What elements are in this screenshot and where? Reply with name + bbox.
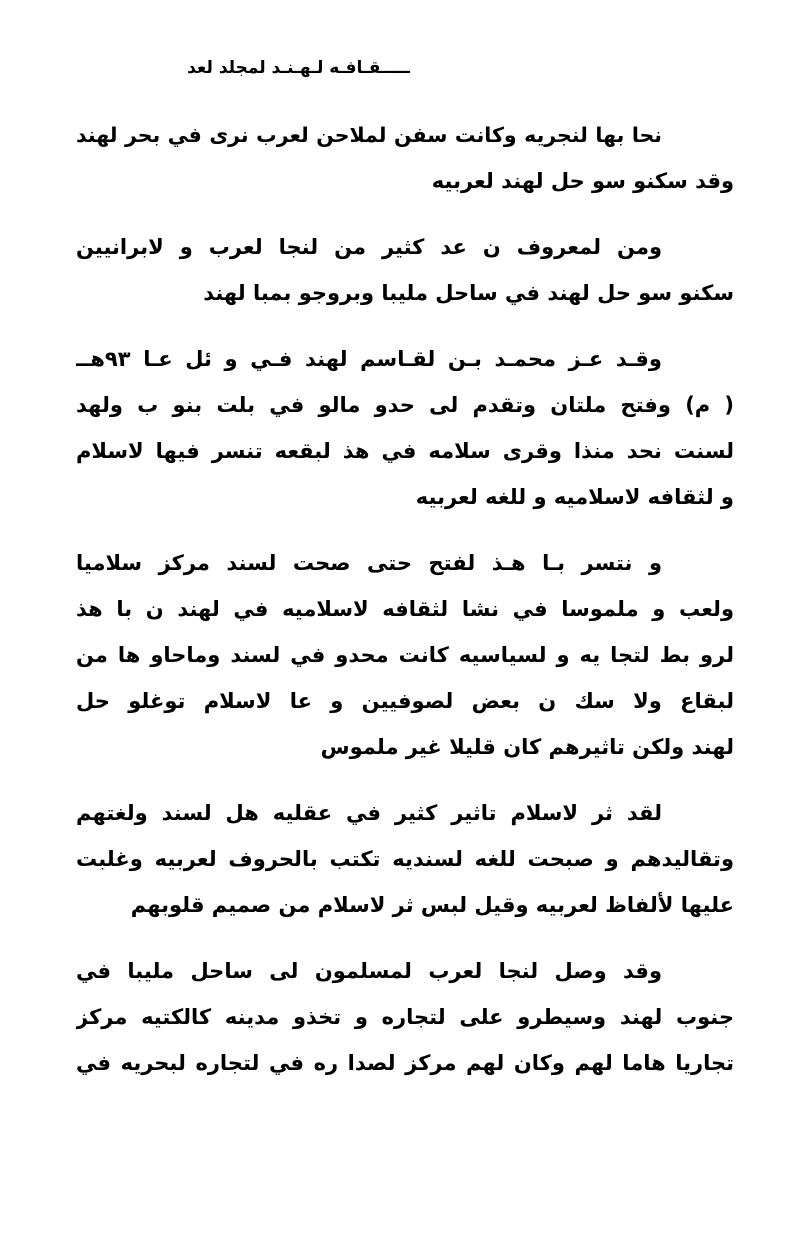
paragraph-6 bbox=[76, 948, 734, 1086]
text-line: و نتسر بـا هـذ لفتح حتى صحت لسند مركز سلاميا bbox=[76, 551, 662, 575]
paragraph-2 bbox=[76, 224, 734, 316]
paragraph-4 bbox=[76, 540, 734, 770]
text-line: وقد سكنو سو حل لهند لعربيه bbox=[431, 169, 734, 193]
text-line: عليها لألفاظ لعربيه وقيل لبس ثر لاسلام من صميم قلوبهم bbox=[130, 893, 734, 917]
paragraph-5 bbox=[76, 790, 734, 928]
text-line: لقد ثر لاسلام تاثير كثير في عقليه هل لسند ولغتهم bbox=[76, 801, 662, 825]
text-line: جنوب لهند وسيطرو على لتجاره و تخذو مدينه كالكتيه مركز bbox=[76, 1005, 734, 1029]
text-line: وقد وصل لنجا لعرب لمسلمون لى ساحل مليبا في bbox=[76, 959, 662, 983]
body-text bbox=[76, 112, 734, 1086]
text-line: لهند ولكن تاثيرهم كان قليلا غير ملموس bbox=[320, 735, 734, 759]
text-line: ( م) وفتح ملتان وتقدم لى حدو مالو في بلت بنو ب ولهد bbox=[76, 393, 734, 417]
paragraph-1 bbox=[76, 112, 734, 204]
text-line: وتقاليدهم و صبحت للغه لسنديه تكتب بالحروف لعربيه وغلبت bbox=[76, 847, 734, 871]
running-header: ـــــقـافـه لـهـنـد لمجلد لعد bbox=[187, 58, 410, 78]
text-line: لسنت نحد منذا وقرى سلامه في هذ لبقعه تنسر فيها لاسلام bbox=[76, 439, 734, 463]
text-line: لرو بط لتجا يه و لسياسيه كانت محدو في لسند وماحاو ها من bbox=[76, 643, 734, 667]
text-line: تجاريا هاما لهم وكان لهم مركز لصدا ره في لتجاره لبحريه في bbox=[76, 1051, 734, 1075]
text-line: و لثقافه لاسلاميه و للغه لعربيه bbox=[415, 485, 734, 509]
text-line: ومن لمعروف ن عد كثير من لنجا لعرب و لابرانيين bbox=[76, 235, 662, 259]
text-line: نحا بها لنجريه وكانت سفن لملاحن لعرب نرى في بحر لهند bbox=[76, 123, 662, 147]
text-line: لبقاع ولا سك ن بعض لصوفيين و عا لاسلام توغلو حل bbox=[76, 689, 734, 713]
text-line: سكنو سو حل لهند في ساحل مليبا وبروجو بمبا لهند bbox=[203, 281, 734, 305]
paragraph-3 bbox=[76, 336, 734, 520]
text-line: وقـد عـز محمـد بـن لقـاسم لهند فـي و ئل عـا ٩٣هــ bbox=[76, 347, 662, 371]
text-line: ولعب و ملموسا في نشا لثقافه لاسلاميه في لهند ن با هذ bbox=[76, 597, 734, 621]
